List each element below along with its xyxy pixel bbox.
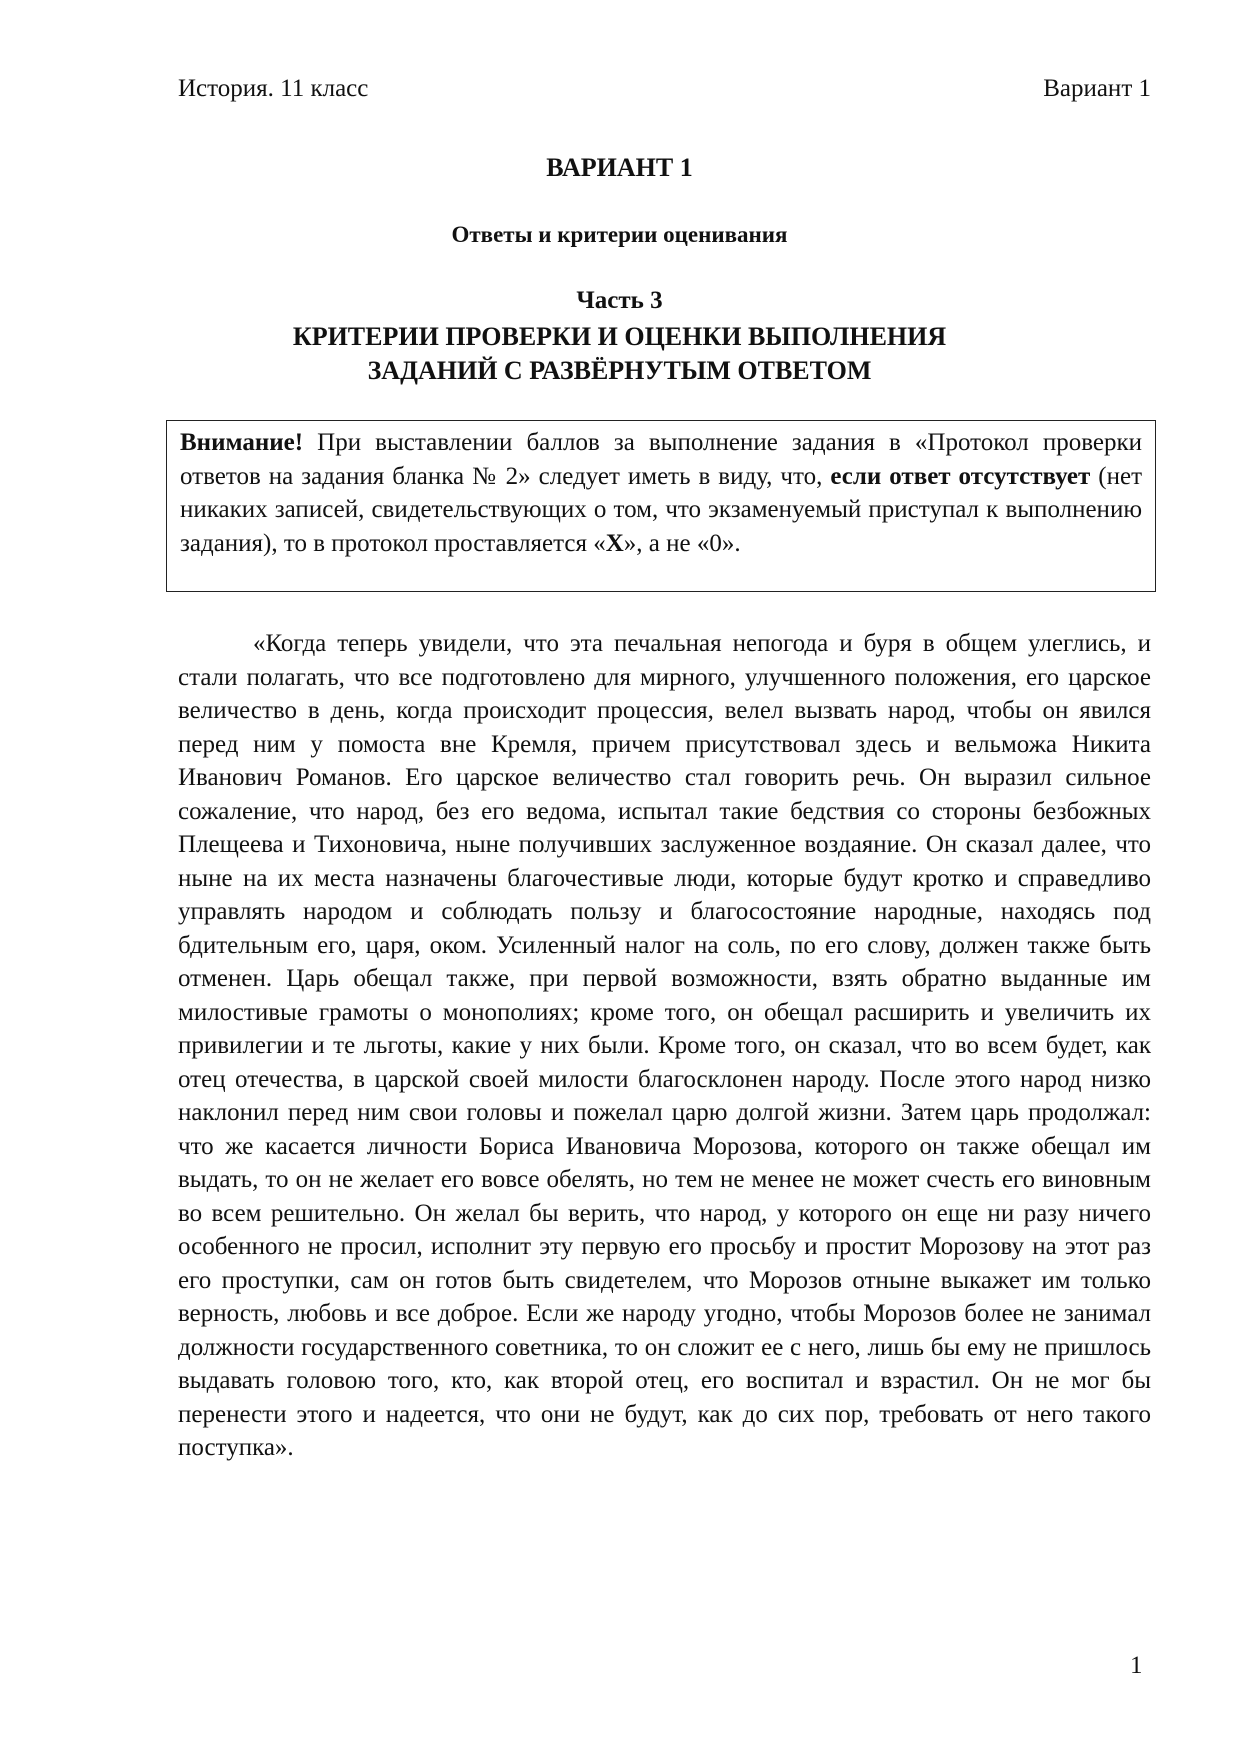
page-header [178,75,1151,111]
answers-subtitle: Ответы и критерии оценивания [451,222,788,247]
notice-text-1: При выставлении баллов за выполнение задания в «Протокол проверки ответов на задания бланка № 2» следует иметь в виду, что, [180,429,1142,490]
variant-title: ВАРИАНТ 1 [546,153,693,182]
header-subject: История. 11 класс [178,75,369,102]
notice-text-2: (нет никаких записей, свидетельствующих о том, что экзаменуемый приступал к выполнению задания), то в протокол проставляется « [180,462,1143,557]
notice-text-3: », а не «0». [623,529,741,557]
part-label: Часть 3 [576,287,663,314]
criteria-heading [0,320,1239,388]
page-number: 1 [1130,1652,1143,1679]
criteria-heading-line1: КРИТЕРИИ ПРОВЕРКИ И ОЦЕНКИ ВЫПОЛНЕНИЯ [292,322,947,351]
criteria-heading-line2: ЗАДАНИЙ С РАЗВЁРНУТЫМ ОТВЕТОМ [367,356,872,385]
notice-lead: Внимание! [180,429,304,456]
header-variant: Вариант 1 [1043,75,1151,102]
historical-source-quote: «Когда теперь увидели, что эта печальная непогода и буря в общем улеглись, и стали полагать, что все подготовлено для мирного, улучшенного положения, его царское величество в день, когда происходит процессия, велел вызвать народ, чтобы он явился перед ним у помоста вне Кремля, причем присутствовал здесь и вельможа Никита Иванович Романов. Его царское величество стал говорить речь. Он выразил сильное сожаление, что народ, без его ведома, испытал такие бедствия со стороны безбожных Плещеева и Тихоновича, ныне получивших заслуженное воздаяние. Он сказал далее, что ныне на их места назначены благочестивые люди, которые будут кротко и справедливо управлять народом и соблюдать пользу и благосостояние народные, находясь под бдительным его, царя, оком. Усиленный налог на соль, по его слову, должен также быть отменен. Царь обещал также, при первой возможности, взять обратно выданные им милостивые грамоты о монополиях; кроме того, он обещал расширить и увеличить их привилегии и те льготы, какие у них были. Кроме того, он сказал, что во всем будет, как отец отечества, в царской своей милости благосклонен народу. После этого народ низко наклонил перед ним свои головы и пожелал царю долгой жизни. Затем царь продолжал: что же касается личности Бориса Ивановича Морозова, которого он также обещал им выдать, то он не желает его вовсе обелять, но тем не менее не может счесть его виновным во всем решительно. Он желал бы верить, что народ, у которого он еще ни разу ничего особенного не просил, исполнит эту первую его просьбу и простит Морозову на этот раз его проступки, сам он готов быть свидетелем, что Морозов отныне выкажет им только верность, любовь и все доброе. Если же народу угодно, чтобы Морозов более не занимал должности государственного советника, то он сложит ее с него, лишь бы ему не пришлось выдавать головою того, кто, как второй отец, его воспитал и взрастил. Он не мог бы перенести этого и надеется, что они не будут, как до сих пор, требовать от него такого поступка». [178,630,1151,1461]
notice-emphasis: если ответ отсутствует [830,462,1091,490]
attention-notice-box [166,420,1156,592]
notice-x-mark: X [605,529,624,557]
